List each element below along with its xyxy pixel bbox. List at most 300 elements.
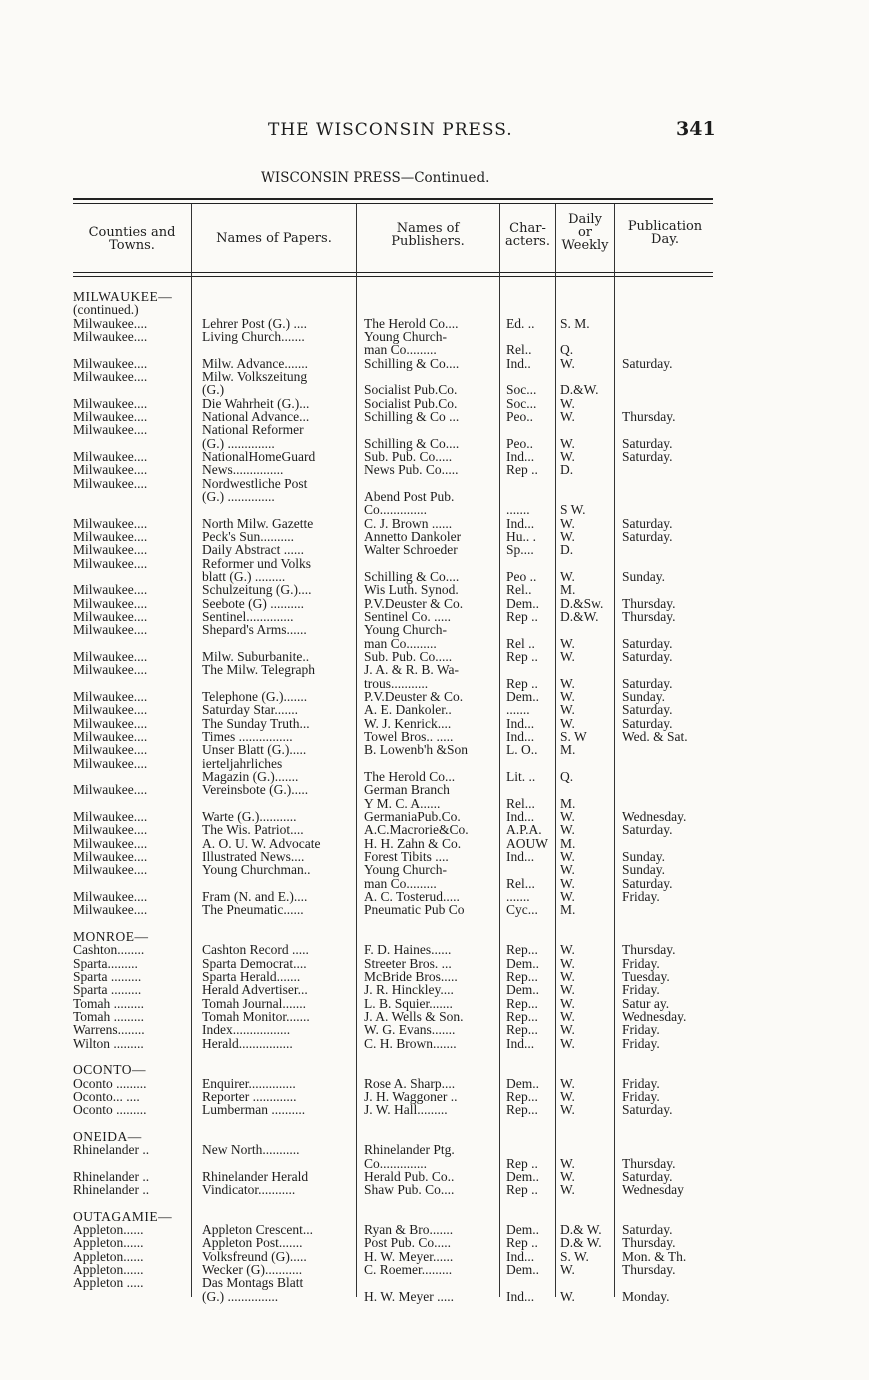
publisher-cell: F. D. Haines...... [364,942,452,958]
publication-day-cell: Saturday. [622,715,673,731]
character-cell: Dem.. [506,595,539,611]
character-cell: Ed. .. [506,315,535,331]
paper-name-cell: Times ................ [202,728,293,744]
publication-day-cell: Thursday. [622,1155,676,1171]
header-papers [196,232,352,245]
paper-name-cell: Schulzeitung (G.).... [202,582,312,598]
county-town-cell: Rhinelander .. [73,1182,150,1198]
character-cell: Dem.. [506,955,539,971]
character-cell: Peo .. [506,568,537,584]
table-row [0,1037,869,1051]
frequency-cell: W. [560,862,575,878]
county-town-cell: Milwaukee.... [73,315,148,331]
frequency-cell: Q. [560,342,574,358]
publisher-cell: H. W. Meyer...... [364,1248,454,1264]
publisher-cell: The Herold Co.... [364,315,459,331]
table-row [0,1023,869,1037]
county-town-cell: Sparta ......... [73,968,142,984]
header-characters [500,222,555,248]
frequency-cell: D.& W. [560,1235,602,1251]
frequency-cell: Q. [560,768,574,784]
publisher-cell: Schilling & Co ... [364,409,460,424]
publisher-cell: Streeter Bros. ... [364,955,452,971]
frequency-cell: W. [560,1088,575,1104]
paper-name-cell: Tomah Monitor....... [202,1008,310,1024]
paper-name-cell: Unser Blatt (G.)..... [202,742,307,758]
character-cell: Dem.. [506,688,539,704]
header-counties-line2: Towns. [109,238,155,253]
county-town-cell: Oconto... .... [73,1088,140,1104]
county-town-cell: Milwaukee.... [73,355,148,371]
character-cell: Cyc... [506,902,538,918]
character-cell: Rep .. [506,1182,538,1198]
publication-day-cell: Thursday. [622,1262,676,1278]
character-cell: Peo.. [506,409,533,424]
paper-name-cell: Appleton Post....... [202,1235,303,1251]
county-town-cell: MILWAUKEE— [73,289,173,304]
publisher-cell: man Co......... [364,342,437,358]
county-town-cell: Appleton...... [73,1222,144,1238]
character-cell: Dem.. [506,1075,539,1091]
frequency-cell: D.&W. [560,608,599,624]
paper-name-cell: Rhinelander Herald [202,1168,309,1184]
county-town-cell: Milwaukee.... [73,648,148,664]
header-pubday-line1: Publication [627,219,703,234]
character-cell: Rel.. [506,582,532,598]
county-town-cell: Appleton...... [73,1262,144,1278]
paper-name-cell: Volksfreund (G)..... [202,1248,307,1264]
paper-name-cell: Daily Abstract ...... [202,542,304,558]
character-cell: Rel.. [506,342,532,358]
publication-day-cell: Sunday. [622,688,665,704]
county-town-cell: Milwaukee.... [73,329,148,344]
character-cell: Soc... [506,395,537,411]
header-counties [78,226,186,252]
publisher-cell: H. W. Meyer ..... [364,1288,454,1304]
publisher-cell: Wis Luth. Synod. [364,582,459,598]
character-cell: Ind... [506,515,535,531]
publisher-cell: A.C.Macrorie&Co. [364,822,469,838]
publisher-cell: J. A. Wells & Son. [364,1008,464,1024]
publisher-cell: W. G. Evans....... [364,1022,456,1038]
paper-name-cell: (G.) [202,382,225,398]
header-daily-line2: or [577,225,593,240]
publisher-cell: C. J. Brown ...... [364,515,453,531]
publisher-cell: German Branch [364,782,450,798]
frequency-cell: W. [560,355,575,371]
county-town-cell: Milwaukee.... [73,449,148,464]
header-daily-line3: Weekly [561,238,609,253]
county-town-cell: Milwaukee.... [73,395,148,411]
paper-name-cell: Lehrer Post (G.) .... [202,315,307,331]
frequency-cell: W. [560,875,575,891]
character-cell: Ind... [506,715,535,731]
frequency-cell: W. [560,942,575,958]
paper-name-cell: Sparta Herald....... [202,968,301,984]
publisher-cell: Ryan & Bro....... [364,1222,454,1238]
table-row [0,1063,869,1077]
county-town-cell: Milwaukee.... [73,755,148,771]
paper-name-cell: Vereinsbote (G.)..... [202,782,309,798]
character-cell: Rep... [506,942,538,958]
publisher-cell: L. B. Squier....... [364,995,453,1011]
frequency-cell: M. [560,835,576,851]
paper-name-cell: The Wis. Patriot.... [202,822,304,838]
publisher-cell: Socialist Pub.Co. [364,395,458,411]
publication-day-cell: Sunday. [622,568,665,584]
frequency-cell: W. [560,1035,575,1051]
publisher-cell: Socialist Pub.Co. [364,382,458,398]
frequency-cell: W. [560,688,575,704]
county-town-cell: Milwaukee.... [73,862,148,878]
publisher-cell: P.V.Deuster & Co. [364,688,464,704]
publication-day-cell: Sunday. [622,862,665,878]
publication-day-cell: Saturday. [622,875,673,891]
paper-name-cell: Living Church....... [202,329,305,344]
paper-name-cell: NationalHomeGuard [202,449,316,464]
frequency-cell: W. [560,1102,575,1118]
publisher-cell: Pneumatic Pub Co [364,902,465,918]
header-characters-line2: acters. [505,234,550,249]
publisher-cell: Schilling & Co.... [364,435,460,451]
character-cell: Ind... [506,848,535,864]
paper-name-cell: Young Churchman.. [202,862,311,878]
publication-day-cell: Saturday. [622,648,673,664]
publisher-cell: P.V.Deuster & Co. [364,595,464,611]
county-town-cell: Milwaukee.... [73,782,148,798]
county-town-cell: Cashton........ [73,942,145,958]
character-cell: Rel... [506,875,535,891]
county-town-cell: Sparta......... [73,955,138,971]
character-cell: Ind... [506,1288,535,1304]
frequency-cell: W. [560,1182,575,1198]
publication-day-cell: Tuesday. [622,968,670,984]
frequency-cell: W. [560,1022,575,1038]
frequency-cell: W. [560,808,575,824]
paper-name-cell: Reporter ............. [202,1088,297,1104]
frequency-cell: W. [560,1155,575,1171]
paper-name-cell: Milw. Suburbanite.. [202,648,310,664]
table-title: WISCONSIN PRESS—Continued. [261,170,490,186]
frequency-cell: W. [560,1008,575,1024]
frequency-cell: M. [560,795,576,811]
publication-day-cell: Friday. [622,1022,660,1038]
frequency-cell: M. [560,902,576,918]
character-cell: L. O.. [506,742,538,758]
county-town-cell: Milwaukee.... [73,555,148,571]
paper-name-cell: The Sunday Truth... [202,715,310,731]
publication-day-cell: Saturday. [622,1102,673,1118]
paper-name-cell: North Milw. Gazette [202,515,314,531]
county-town-cell: Milwaukee.... [73,582,148,598]
county-town-cell: Milwaukee.... [73,622,148,638]
top-rule [73,198,713,200]
publisher-cell: Towel Bros.. ..... [364,728,454,744]
character-cell: Lit. .. [506,768,536,784]
county-town-cell: Oconto ......... [73,1075,147,1091]
publisher-cell: Schilling & Co.... [364,568,460,584]
frequency-cell: W. [560,702,575,718]
county-town-cell: Tomah ......... [73,1008,145,1024]
frequency-cell: D. [560,462,574,478]
character-cell: Dem.. [506,1262,539,1278]
character-cell: Dem.. [506,1222,539,1238]
publication-day-cell: Saturday. [622,1222,673,1238]
publication-day-cell: Satur ay. [622,995,670,1011]
character-cell: Rep .. [506,675,538,691]
frequency-cell: D.&Sw. [560,595,604,611]
header-rule [73,272,713,273]
paper-name-cell: ierteljahrliches [202,755,283,771]
frequency-cell: M. [560,582,576,598]
county-town-cell: Appleton...... [73,1248,144,1264]
publisher-cell: Rose A. Sharp.... [364,1075,456,1091]
character-cell: Rep... [506,1102,538,1118]
header-daily-weekly [556,213,614,252]
publication-day-cell: Friday. [622,1035,660,1051]
publication-day-cell: Mon. & Th. [622,1248,687,1264]
publisher-cell: trous........... [364,675,429,691]
publisher-cell: H. H. Zahn & Co. [364,835,462,851]
character-cell: Soc... [506,382,537,398]
character-cell: Ind... [506,1248,535,1264]
frequency-cell: W. [560,955,575,971]
county-town-cell: Milwaukee.... [73,369,148,384]
frequency-cell: W. [560,635,575,651]
paper-name-cell: Lumberman .......... [202,1102,306,1118]
character-cell: Ind... [506,728,535,744]
paper-name-cell: (G.) .............. [202,435,275,451]
publisher-cell: C. H. Brown....... [364,1035,457,1051]
publication-day-cell: Saturday. [622,675,673,691]
publication-day-cell: Friday. [622,955,660,971]
county-town-cell: Milwaukee.... [73,475,148,491]
publication-day-cell: Friday. [622,982,660,998]
publisher-cell: Y M. C. A...... [364,795,441,811]
header-publishers-line1: Names of [396,221,460,236]
publisher-cell: Walter Schroeder [364,542,458,558]
paper-name-cell: Shepard's Arms...... [202,622,307,638]
publication-day-cell: Saturday. [622,515,673,531]
paper-name-cell: blatt (G.) ......... [202,568,286,584]
frequency-cell: W. [560,1262,575,1278]
publication-day-cell: Thursday. [622,409,676,424]
character-cell: Rel .. [506,635,535,651]
character-cell: Rep .. [506,1235,538,1251]
character-cell: Dem.. [506,982,539,998]
county-town-cell: MONROE— [73,928,149,944]
header-characters-line1: Char- [509,221,546,236]
paper-name-cell: Das Montags Blatt [202,1275,304,1291]
county-town-cell: Rhinelander .. [73,1168,150,1184]
frequency-cell: S. W. [560,1248,589,1264]
county-town-cell: Milwaukee.... [73,888,148,904]
county-town-cell: Milwaukee.... [73,728,148,744]
publication-day-cell: Monday. [622,1288,670,1304]
publication-day-cell: Wednesday [622,1182,684,1198]
publisher-cell: Abend Post Pub. [364,488,455,504]
character-cell: Rel... [506,795,535,811]
paper-name-cell: Appleton Crescent... [202,1222,313,1238]
frequency-cell: W. [560,968,575,984]
frequency-cell: W. [560,1075,575,1091]
publication-day-cell: Thursday. [622,595,676,611]
publisher-cell: Sub. Pub. Co..... [364,648,453,664]
publisher-cell: man Co......... [364,635,437,651]
county-town-cell: ONEIDA— [73,1128,142,1144]
county-town-cell: Milwaukee.... [73,528,148,544]
publisher-cell: Annetto Dankoler [364,528,462,544]
character-cell: A.P.A. [506,822,542,838]
county-town-cell: OCONTO— [73,1062,147,1078]
county-town-cell: Milwaukee.... [73,409,148,424]
frequency-cell: M. [560,742,576,758]
county-town-cell: Appleton ..... [73,1275,144,1291]
county-town-cell: Milwaukee.... [73,462,148,478]
publisher-cell: Forest Tibits .... [364,848,449,864]
frequency-cell: W. [560,1168,575,1184]
publication-day-cell: Friday. [622,1088,660,1104]
character-cell: Hu.. . [506,528,536,544]
header-counties-line1: Counties and [88,225,176,240]
paper-name-cell: Enquirer.............. [202,1075,296,1091]
publication-day-cell: Wed. & Sat. [622,728,688,744]
table-row [0,1143,869,1157]
county-town-cell: Warrens........ [73,1022,145,1038]
paper-name-cell: Fram (N. and E.).... [202,888,308,904]
publication-day-cell: Wednesday. [622,808,687,824]
character-cell: Rep .. [506,648,538,664]
paper-name-cell: Milw. Advance....... [202,355,308,371]
paper-name-cell: Herald................ [202,1035,293,1051]
character-cell: ....... [506,888,530,904]
paper-name-cell: Milw. Volkszeitung [202,369,308,384]
character-cell: AOUW [506,835,548,851]
header-publication-day [615,220,715,246]
paper-name-cell: Warte (G.)........... [202,808,297,824]
header-publishers-line2: Publishers. [391,234,465,249]
paper-name-cell: Index................. [202,1022,291,1038]
county-town-cell: Wilton ......... [73,1035,144,1051]
county-town-cell: Milwaukee.... [73,542,148,558]
paper-name-cell: Sparta Democrat.... [202,955,307,971]
header-papers-line: Names of Papers. [216,231,332,246]
publisher-cell: C. Roemer......... [364,1262,453,1278]
frequency-cell: W. [560,409,575,424]
publication-day-cell: Friday. [622,888,660,904]
publisher-cell: J. R. Hinckley.... [364,982,454,998]
county-town-cell: Milwaukee.... [73,848,148,864]
publication-day-cell: Saturday. [622,1168,673,1184]
paper-name-cell: Peck's Sun.......... [202,528,295,544]
table-row [0,903,869,917]
header-publishers [360,222,496,248]
paper-name-cell: Vindicator........... [202,1182,296,1198]
character-cell: Rep... [506,995,538,1011]
paper-name-cell: Sentinel.............. [202,608,294,624]
publisher-cell: Schilling & Co.... [364,355,460,371]
paper-name-cell: National Reformer [202,422,304,438]
publication-day-cell: Saturday. [622,635,673,651]
table-row [0,1290,869,1304]
frequency-cell: W. [560,449,575,464]
paper-name-cell: (G.) ............... [202,1288,279,1304]
paper-name-cell: (G.) .............. [202,488,275,504]
publication-day-cell: Friday. [622,1075,660,1091]
frequency-cell: W. [560,435,575,451]
county-town-cell: Milwaukee.... [73,835,148,851]
character-cell: Rep .. [506,1155,538,1171]
character-cell: Ind... [506,808,535,824]
county-town-cell: Tomah ......... [73,995,145,1011]
character-cell: Sp.... [506,542,534,558]
county-town-cell: Milwaukee.... [73,742,148,758]
publisher-cell: man Co......... [364,875,437,891]
publication-day-cell: Saturday. [622,355,673,371]
county-town-cell: Milwaukee.... [73,595,148,611]
publication-day-cell: Saturday. [622,822,673,838]
publisher-cell: J. H. Waggoner .. [364,1088,458,1104]
publication-day-cell: Saturday. [622,528,673,544]
frequency-cell: W. [560,715,575,731]
county-town-cell: Milwaukee.... [73,702,148,718]
publisher-cell: A. E. Dankoler.. [364,702,452,718]
publisher-cell: McBride Bros..... [364,968,458,984]
paper-name-cell: The Pneumatic...... [202,902,304,918]
publisher-cell: W. J. Kenrick.... [364,715,452,731]
frequency-cell: W. [560,1288,575,1304]
paper-name-cell: Illustrated News.... [202,848,305,864]
publisher-cell: GermaniaPub.Co. [364,808,461,824]
publisher-cell: J. A. & R. B. Wa- [364,662,460,678]
frequency-cell: W. [560,822,575,838]
publication-day-cell: Thursday. [622,942,676,958]
frequency-cell: S. W [560,728,587,744]
county-town-cell: Milwaukee.... [73,902,148,918]
character-cell: Ind.. [506,355,531,371]
paper-name-cell: Saturday Star....... [202,702,298,718]
publication-day-cell: Wednesday. [622,1008,687,1024]
publication-day-cell: Saturday. [622,702,673,718]
paper-name-cell: National Advance... [202,409,310,424]
table-row [0,663,869,677]
paper-name-cell: Telephone (G.)....... [202,688,308,704]
character-cell: Ind... [506,1035,535,1051]
publisher-cell: The Herold Co... [364,768,456,784]
county-town-cell: Milwaukee.... [73,422,148,438]
publisher-cell: Rhinelander Ptg. [364,1142,455,1158]
publication-day-cell: Saturday. [622,435,673,451]
frequency-cell: W. [560,675,575,691]
table-row [0,1183,869,1197]
frequency-cell: W. [560,568,575,584]
publisher-cell: A. C. Tosterud..... [364,888,460,904]
publisher-cell: Co.............. [364,502,428,518]
character-cell: Dem.. [506,1168,539,1184]
frequency-cell: D.&W. [560,382,599,398]
frequency-cell: W. [560,995,575,1011]
frequency-cell: S. M. [560,315,590,331]
header-rule-thin [73,276,713,277]
paper-name-cell: Herald Advertiser... [202,982,308,998]
publisher-cell: Post Pub. Co..... [364,1235,452,1251]
paper-name-cell: A. O. U. W. Advocate [202,835,321,851]
publisher-cell: Young Church- [364,862,448,878]
paper-name-cell: Nordwestliche Post [202,475,308,491]
publisher-cell: Sentinel Co. ..... [364,608,451,624]
paper-name-cell: Die Wahrheit (G.)... [202,395,310,411]
county-town-cell: Milwaukee.... [73,822,148,838]
